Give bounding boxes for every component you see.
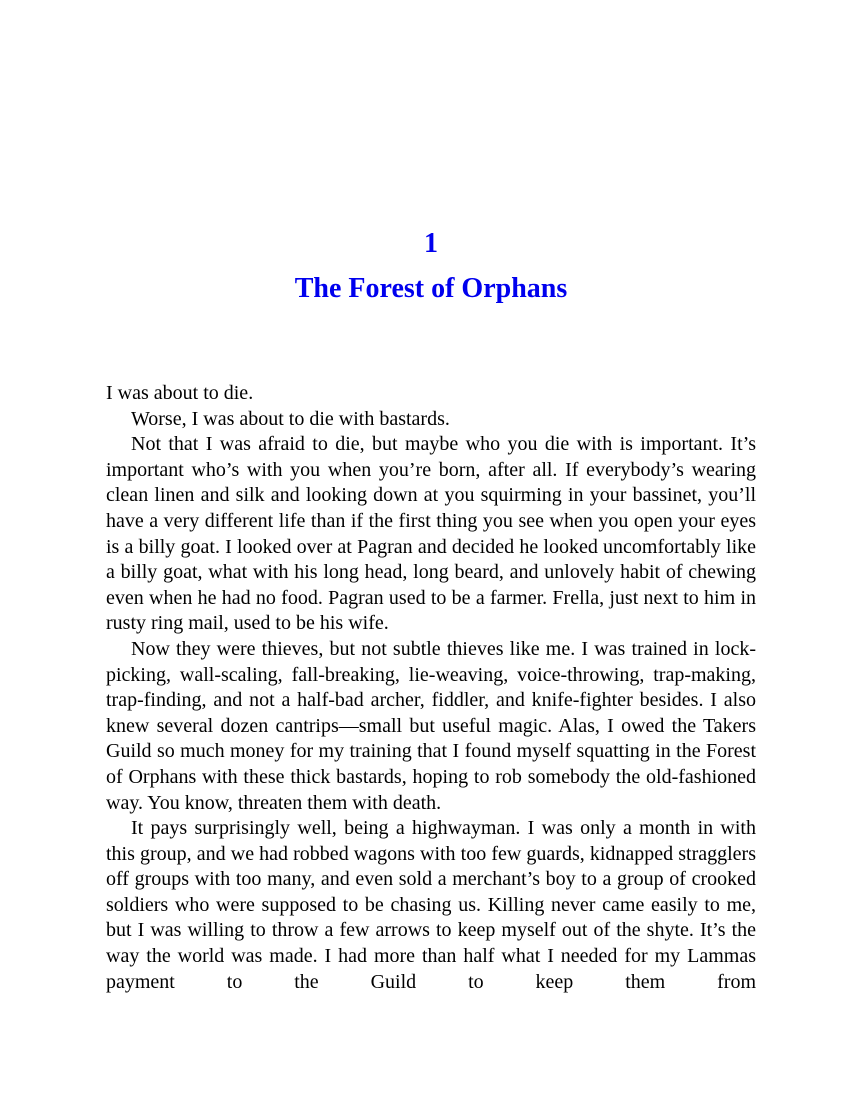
- chapter-title: The Forest of Orphans: [294, 273, 568, 304]
- paragraph-2: Worse, I was about to die with bastards.: [131, 407, 450, 430]
- paragraph-5: It pays surprisingly well, being a highwayman. I was only a month in with this group, and we had robbed wagons with too few guards, kidnapped stragglers off groups with too many, and even sold a merchant’s boy to a group of crooked soldiers who were supposed to be chasing us. Killing never came easily to me, but I was willing to throw a few arrows to keep myself out of the shyte. It’s the way the world was made. I had more than half what I needed for my Lammas payment to the Guild to keep them from: [106, 817, 756, 993]
- paragraph-3: Not that I was afraid to die, but maybe who you die with is important. It’s important who’s with you when you’re born, after all. If everybody’s wearing clean linen and silk and looking down at you squirming in your bassinet, you’ll have a very different life than if the first thing you see when you open your eyes is a billy goat. I looked over at Pagran and decided he looked uncomfortably like a billy goat, what with his long head, long beard, and unlovely habit of chewing even when he had no food. Pagran used to be a farmer. Frella, just next to him in rusty ring mail, used to be his wife.: [106, 433, 756, 635]
- chapter-heading: [0, 226, 862, 307]
- paragraph-4: Now they were thieves, but not subtle thieves like me. I was trained in lock-picking, wall-scaling, fall-breaking, lie-weaving, voice-throwing, trap-making, trap-finding, and not a half-bad archer, fiddler, and knife-fighter besides. I also knew several dozen cantrips—small but useful magic. Alas, I owed the Takers Guild so much money for my training that I found myself squatting in the Forest of Orphans with these thick bastards, hoping to rob somebody the old-fashioned way. You know, threaten them with death.: [106, 637, 756, 814]
- paragraph-1: I was about to die.: [106, 382, 254, 404]
- chapter-body: [106, 381, 756, 995]
- chapter-number: 1: [424, 228, 438, 259]
